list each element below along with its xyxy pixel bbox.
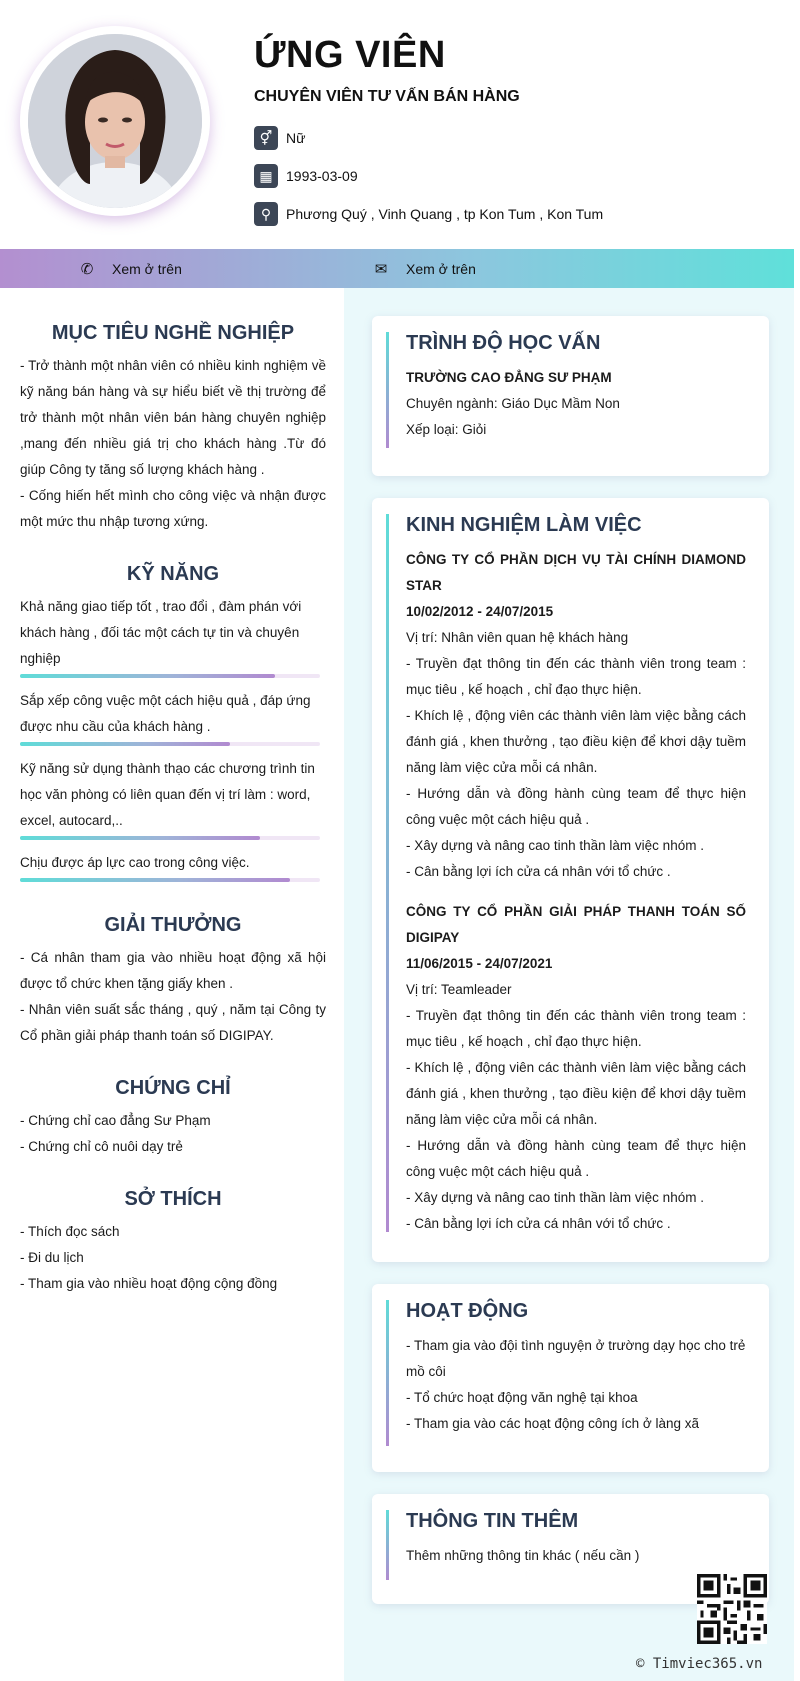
phone-value: Xem ở trên — [112, 260, 182, 277]
career-goal-text: - Trở thành một nhân viên có nhiều kinh nghiệm về kỹ năng bán hàng và sự hiểu biết về thị trường để trở thành một nhân viên bán hàng chuyên nghiệp ,mang đến nhiều giá trị cho khách hàng .Từ đó giúp Công ty tăng số lượng khách hàng . — [20, 358, 326, 477]
job-duty: - Cân bằng lợi ích cửa cá nhân với tổ chức . — [406, 1216, 671, 1231]
activities-section — [386, 1300, 746, 1446]
job-period: 10/02/2012 - 24/07/2015 — [406, 604, 554, 619]
company-name: CÔNG TY CỔ PHẦN DỊCH VỤ TÀI CHÍNH DIAMOND STAR — [406, 552, 746, 593]
address-row — [254, 202, 603, 226]
activities-title: HOẠT ĐỘNG — [406, 1300, 529, 1322]
extra-info-title: THÔNG TIN THÊM — [406, 1510, 579, 1532]
award-item: - Cá nhân tham gia vào nhiều hoạt động xã hội được tổ chức khen tặng giấy khen . — [20, 950, 326, 991]
school-name: TRƯỜNG CAO ĐẲNG SƯ PHẠM — [406, 370, 612, 385]
skill-item: Kỹ năng sử dụng thành thạo các chương trình tin học văn phòng có liên quan đến vị trí làm : word, excel, autocard,.. — [20, 761, 315, 828]
certificate-item: - Chứng chỉ cao đẳng Sư Phạm — [20, 1113, 211, 1128]
job-position: Vị trí: Nhân viên quan hệ khách hàng — [406, 630, 629, 645]
email-contact[interactable] — [370, 249, 476, 288]
job-duty: - Khích lệ , động viên các thành viên làm việc bằng cách đánh giá , khen thưởng , tạo điều kiện để khơi dậy tuềm năng làm việc cửa mỗi cá nhân. — [406, 708, 746, 775]
job-duty: - Khích lệ , động viên các thành viên làm việc bằng cách đánh giá , khen thưởng , tạo điều kiện để khơi dậy tuềm năng làm việc cửa mỗi cá nhân. — [406, 1060, 746, 1127]
hobby-item: - Tham gia vào nhiều hoạt động cộng đồng — [20, 1276, 278, 1291]
contact-bar — [0, 249, 794, 288]
job-position: Vị trí: Teamleader — [406, 982, 512, 997]
skill-item: Khả năng giao tiếp tốt , trao đổi , đàm phán với khách hàng , đối tác một cách tự tin và chuyên nghiệp — [20, 599, 302, 666]
qr-code-icon — [697, 1574, 767, 1644]
hobby-item: - Đi du lịch — [20, 1250, 84, 1265]
skill-bar-fill — [20, 878, 290, 882]
skill-item: Sắp xếp công vuệc một cách hiệu quả , đáp ứng được nhu cầu của khách hàng . — [20, 693, 311, 734]
experience-job — [406, 547, 746, 885]
career-goal-text-2: - Cống hiến hết mình cho công việc và nhận được một mức thu nhập tương xứng. — [20, 488, 326, 529]
experience-job — [406, 899, 746, 1237]
job-duty: - Xây dựng và nâng cao tinh thần làm việc nhóm . — [406, 1190, 704, 1205]
education-section — [386, 332, 746, 448]
job-duty: - Cân bằng lợi ích cửa cá nhân với tổ chức . — [406, 864, 671, 879]
activity-item: - Tổ chức hoạt động văn nghệ tại khoa — [406, 1390, 638, 1405]
calendar-icon: ▦ — [254, 164, 278, 188]
address-value: Phương Quý , Vinh Quang , tp Kon Tum , Kon Tum — [286, 206, 604, 222]
experience-title: KINH NGHIỆM LÀM VIỆC — [406, 514, 642, 536]
certificates-title: CHỨNG CHỈ — [115, 1077, 231, 1099]
skill-bar — [20, 836, 320, 840]
birthdate-value: 1993-03-09 — [286, 168, 358, 184]
activities-card — [372, 1284, 769, 1472]
grade: Xếp loại: Giỏi — [406, 422, 487, 437]
skill-item: Chịu được áp lực cao trong công việc. — [20, 855, 250, 870]
job-duty: - Hướng dẫn và đồng hành cùng team để thực hiện công vuệc một cách hiệu quả . — [406, 1138, 746, 1179]
activities-body — [406, 1333, 746, 1437]
mail-icon: ✉ — [374, 260, 388, 278]
gender-value: Nữ — [286, 130, 306, 146]
experience-section — [386, 514, 746, 1232]
education-card — [372, 316, 769, 476]
skills-title: KỸ NĂNG — [126, 563, 220, 585]
avatar-photo — [28, 34, 202, 208]
extra-info-section — [386, 1510, 746, 1580]
certificate-item: - Chứng chỉ cô nuôi dạy trẻ — [20, 1139, 183, 1154]
company-name: CÔNG TY CỔ PHẦN GIẢI PHÁP THANH TOÁN SỐ DIGIPAY — [406, 904, 746, 945]
awards-title: GIẢI THƯỞNG — [104, 914, 242, 936]
skill-bar-fill — [20, 836, 260, 840]
job-duty: - Hướng dẫn và đồng hành cùng team để thực hiện công vuệc một cách hiệu quả . — [406, 786, 746, 827]
hobby-item: - Thích đọc sách — [20, 1224, 120, 1239]
avatar-frame — [20, 26, 210, 216]
gender-icon: ⚥ — [254, 126, 278, 150]
skill-bar — [20, 878, 320, 882]
experience-card — [372, 498, 769, 1262]
job-duty: - Xây dựng và nâng cao tinh thần làm việc nhóm . — [406, 838, 704, 853]
left-column — [20, 288, 326, 1297]
job-duty: - Truyền đạt thông tin đến các thành viên trong team : mục tiêu , kế hoạch , chỉ đạo thực hiện. — [406, 1008, 746, 1049]
skill-bar-fill — [20, 742, 230, 746]
job-title: CHUYÊN VIÊN TƯ VẤN BÁN HÀNG — [254, 88, 520, 105]
location-icon: ⚲ — [254, 202, 278, 226]
email-value: Xem ở trên — [406, 260, 476, 277]
skill-bar — [20, 742, 320, 746]
job-period: 11/06/2015 - 24/07/2021 — [406, 956, 553, 971]
hobbies-title: SỞ THÍCH — [124, 1188, 222, 1210]
education-title: TRÌNH ĐỘ HỌC VẤN — [406, 332, 601, 354]
skill-bar — [20, 674, 320, 678]
extra-info-text: Thêm những thông tin khác ( nếu cần ) — [406, 1548, 640, 1563]
activity-item: - Tham gia vào các hoạt động công ích ở làng xã — [406, 1416, 700, 1431]
major: Chuyên ngành: Giáo Dục Mầm Non — [406, 396, 620, 411]
avatar — [28, 34, 202, 208]
award-item: - Nhân viên suất sắc tháng , quý , năm tại Công ty Cổ phần giải pháp thanh toán số DIGIPAY. — [20, 1002, 326, 1043]
job-duty: - Truyền đạt thông tin đến các thành viên trong team : mục tiêu , kế hoạch , chỉ đạo thực hiện. — [406, 656, 746, 697]
phone-contact[interactable] — [76, 249, 182, 288]
education-body — [406, 365, 746, 443]
cv-header — [0, 0, 800, 249]
activity-item: - Tham gia vào đội tình nguyện ở trường dạy học cho trẻ mồ côi — [406, 1338, 746, 1379]
career-goal-title: MỤC TIÊU NGHỀ NGHIỆP — [51, 322, 295, 344]
gender-row — [254, 126, 305, 150]
footer-watermark: © Timviec365.vn — [636, 1656, 763, 1672]
skill-bar-fill — [20, 674, 275, 678]
phone-icon: ✆ — [80, 260, 94, 278]
candidate-name: ỨNG VIÊN — [254, 34, 446, 76]
birthdate-row — [254, 164, 358, 188]
skills-list — [20, 594, 326, 882]
